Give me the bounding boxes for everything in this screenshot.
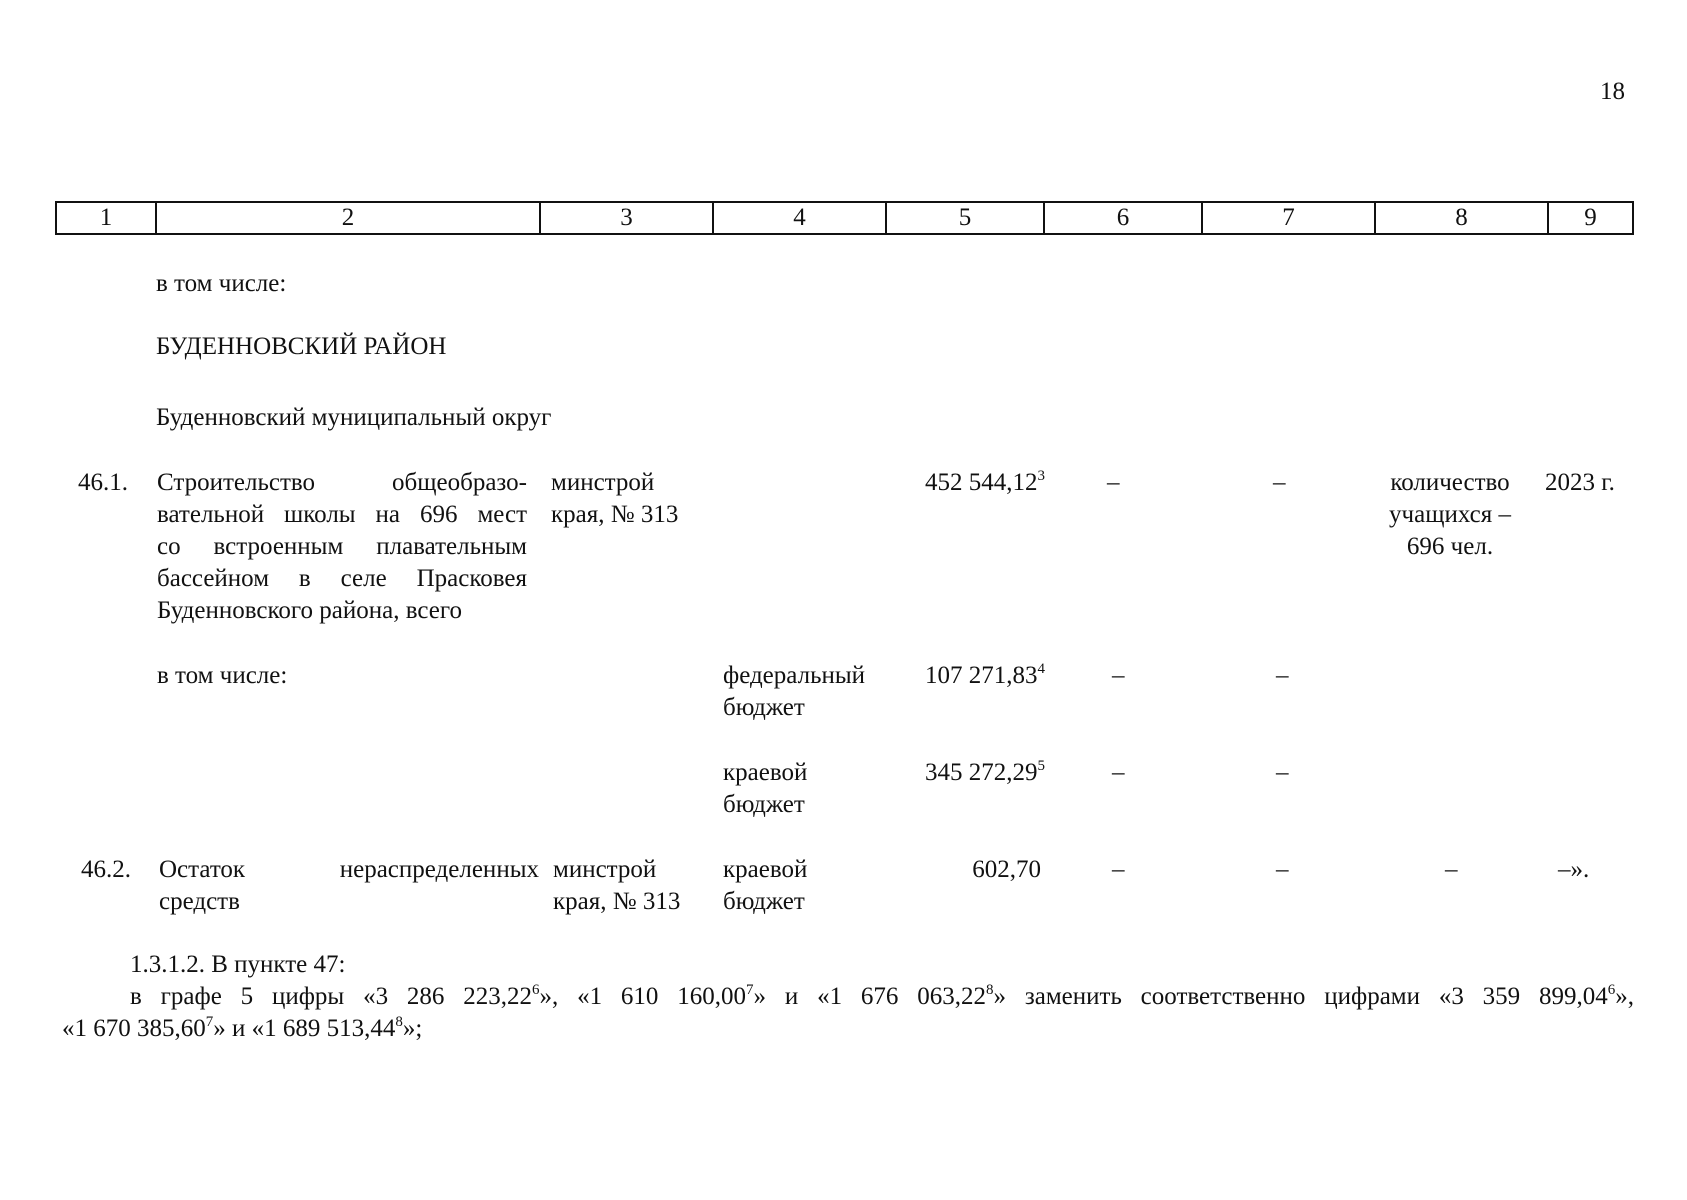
footnote-mark: 6 bbox=[532, 982, 540, 998]
paragraph-text: »; bbox=[402, 1015, 423, 1042]
row-46-1-year: 2023 г. bbox=[1545, 469, 1615, 496]
paragraph-heading: 1.3.1.2. В пункте 47: bbox=[130, 951, 346, 978]
column-header-7: 7 bbox=[1202, 202, 1375, 234]
amount-value: 452 544,12 bbox=[925, 469, 1038, 496]
paragraph-text: » заменить соответственно цифрами «3 359 899,04 bbox=[993, 983, 1608, 1010]
federal-source bbox=[723, 660, 865, 724]
responsible-line: края, № 313 bbox=[553, 888, 681, 915]
name-line: бассейном в селе Прасковея bbox=[157, 565, 527, 592]
footnote-mark: 6 bbox=[1607, 982, 1616, 998]
row-46-2-col9: –». bbox=[1558, 856, 1590, 883]
paragraph-text: в графе 5 цифры «3 286 223,22 bbox=[130, 983, 532, 1010]
amount-value: 345 272,29 bbox=[925, 759, 1038, 786]
paragraph-text: » и «1 689 513,44 bbox=[213, 1015, 396, 1042]
page-number: 18 bbox=[1600, 78, 1625, 105]
footnote-mark: 7 bbox=[205, 1014, 214, 1030]
regional-col7: – bbox=[1276, 759, 1289, 786]
row-46-2-col8: – bbox=[1445, 856, 1458, 883]
column-header-9: 9 bbox=[1548, 202, 1633, 234]
responsible-line: края, № 313 bbox=[551, 501, 679, 528]
source-line: краевой bbox=[723, 856, 808, 883]
row-46-2-amount: 602,70 bbox=[972, 856, 1041, 883]
row-46-1-responsible bbox=[551, 467, 678, 531]
footnote-mark: 4 bbox=[1037, 661, 1045, 677]
row-46-2-name bbox=[159, 854, 539, 918]
source-line: бюджет bbox=[723, 888, 805, 915]
column-header-1: 1 bbox=[56, 202, 156, 234]
sub-including-label: в том числе: bbox=[157, 662, 288, 689]
name-word: нераспределенных bbox=[339, 856, 539, 883]
okrug-title: Буденновский муниципальный округ bbox=[156, 404, 552, 431]
amount-value: 107 271,83 bbox=[925, 662, 1038, 689]
regional-amount bbox=[860, 757, 1045, 789]
paragraph-body bbox=[62, 981, 1634, 1045]
source-line: федеральный bbox=[723, 662, 866, 689]
footnote-mark: 8 bbox=[986, 982, 994, 998]
source-line: бюджет bbox=[723, 694, 805, 721]
column-header-2: 2 bbox=[156, 202, 540, 234]
name-word: Остаток bbox=[159, 856, 246, 883]
federal-amount bbox=[860, 660, 1045, 692]
name-line: со встроенным плавательным bbox=[157, 533, 527, 560]
paragraph-text: », bbox=[1615, 983, 1635, 1010]
source-line: краевой bbox=[723, 759, 808, 786]
row-46-2-col7: – bbox=[1276, 856, 1289, 883]
column-header-5: 5 bbox=[886, 202, 1044, 234]
paragraph-text: », «1 610 160,00 bbox=[539, 983, 747, 1010]
indicator-line: 696 чел. bbox=[1406, 533, 1494, 560]
name-line: вательной школы на 696 мест bbox=[157, 501, 527, 528]
federal-col7: – bbox=[1276, 662, 1289, 689]
responsible-line: минстрой bbox=[553, 856, 657, 883]
column-header-row bbox=[55, 201, 1634, 235]
footnote-mark: 5 bbox=[1037, 758, 1045, 774]
indicator-line: количество bbox=[1390, 469, 1510, 496]
footnote-mark: 3 bbox=[1037, 468, 1045, 484]
column-header-3: 3 bbox=[540, 202, 713, 234]
federal-col6: – bbox=[1112, 662, 1125, 689]
paragraph-text: » и «1 676 063,22 bbox=[753, 983, 987, 1010]
row-46-1-col7: – bbox=[1273, 469, 1286, 496]
row-number-46-1: 46.1. bbox=[78, 469, 128, 496]
row-46-2-responsible bbox=[553, 854, 680, 918]
row-46-2-col6: – bbox=[1112, 856, 1125, 883]
column-header-4: 4 bbox=[713, 202, 886, 234]
paragraph-line bbox=[62, 1013, 1634, 1045]
row-46-2-source bbox=[723, 854, 807, 918]
paragraph-text: «1 670 385,60 bbox=[62, 1015, 206, 1042]
row-46-1-indicator bbox=[1375, 467, 1525, 563]
row-46-1-amount bbox=[860, 467, 1045, 499]
name-line: средств bbox=[159, 888, 240, 915]
indicator-line: учащихся – bbox=[1389, 501, 1511, 528]
regional-source bbox=[723, 757, 807, 821]
regional-col6: – bbox=[1112, 759, 1125, 786]
row-number-46-2: 46.2. bbox=[81, 856, 131, 883]
row-46-1-col6: – bbox=[1107, 469, 1120, 496]
column-header-8: 8 bbox=[1375, 202, 1548, 234]
name-line bbox=[159, 854, 539, 886]
district-title: БУДЕННОВСКИЙ РАЙОН bbox=[156, 333, 447, 360]
name-line: Буденновского района, всего bbox=[157, 597, 462, 624]
footnote-mark: 8 bbox=[395, 1014, 403, 1030]
paragraph-line bbox=[62, 981, 1634, 1013]
including-label: в том числе: bbox=[156, 270, 287, 297]
footnote-mark: 7 bbox=[746, 982, 754, 998]
name-line: Строительство общеобразо- bbox=[157, 469, 527, 496]
source-line: бюджет bbox=[723, 791, 805, 818]
row-46-1-name bbox=[157, 467, 527, 627]
responsible-line: минстрой bbox=[551, 469, 655, 496]
column-header-6: 6 bbox=[1044, 202, 1202, 234]
